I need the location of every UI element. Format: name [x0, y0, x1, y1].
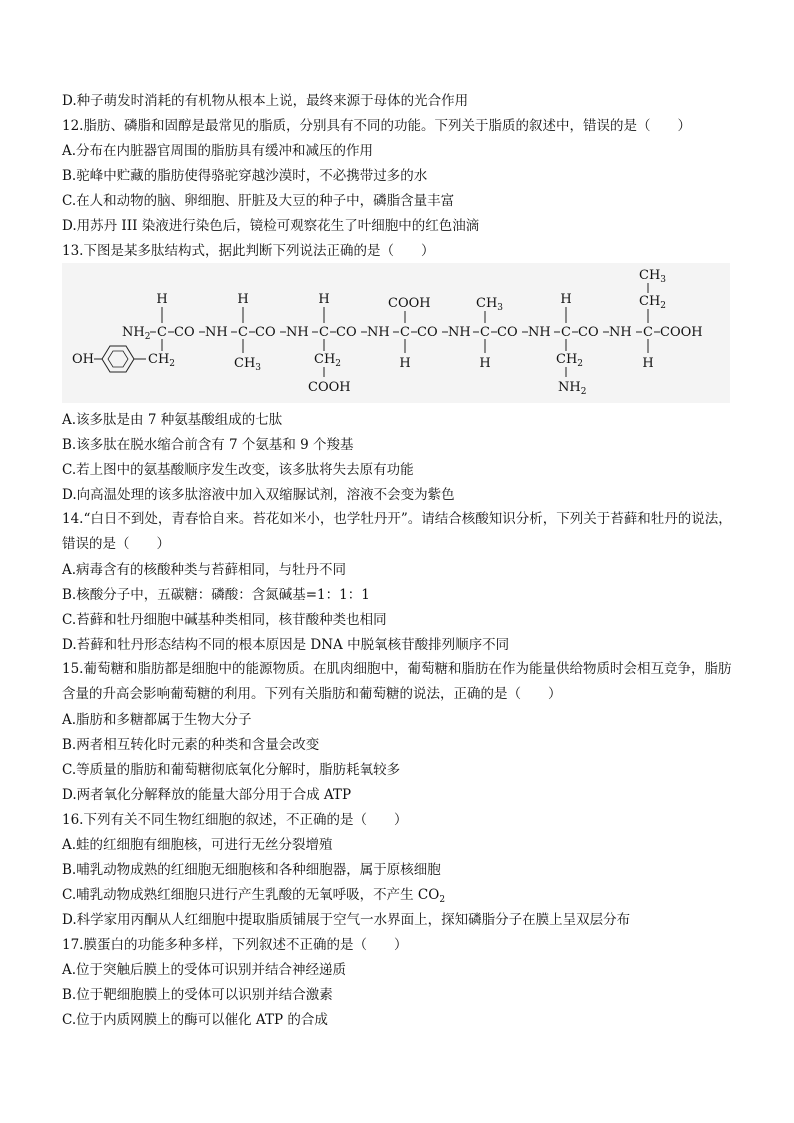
r6-c: C — [561, 325, 571, 340]
r2-nh: NH — [205, 325, 228, 340]
benzene-ring — [102, 346, 134, 372]
q13-option-b: B.该多肽在脱水缩合前含有 7 个氨基和 9 个羧基 — [62, 437, 354, 453]
r6-ch2: $CH_2$ — [556, 352, 584, 369]
q15-option-a: A.脂肪和多糖都属于生物大分子 — [62, 712, 252, 728]
structure-labels — [72, 268, 703, 397]
r2-c: C — [238, 325, 248, 340]
r5-h: H — [479, 356, 491, 371]
r6-h: H — [560, 292, 572, 307]
q15-option-d: D.两者氧化分解释放的能量大部分用于合成 ATP — [62, 787, 352, 803]
r3-c: C — [319, 325, 329, 340]
q12-option-a: A.分布在内脏器官周围的脂肪具有缓冲和减压的作用 — [62, 143, 374, 159]
q16-option-c-subscript: 2 — [439, 895, 446, 905]
q13-option-d: D.向高温处理的该多肽溶液中加入双缩脲试剂，溶液不会变为紫色 — [62, 487, 455, 503]
r5-co: CO — [497, 325, 518, 340]
q17-option-c: C.位于内质网膜上的酶可以催化 ATP 的合成 — [62, 1012, 328, 1028]
polypeptide-structure-svg — [62, 263, 730, 403]
q15-option-c: C.等质量的脂肪和葡萄糖彻底氧化分解时，脂肪耗氧较多 — [62, 762, 401, 778]
r5-nh: NH — [448, 325, 471, 340]
q12-option-b: B.驼峰中贮藏的脂肪使得骆驼穿越沙漠时，不必携带过多的水 — [62, 168, 428, 184]
q14-stem: 14.“白日不到处，青春恰自来。苔花如米小，也学牡丹开”。请结合核酸知识分析，下列关于苔藓和牡丹的说法，错误的是（ ） — [62, 511, 732, 552]
r6-nh2: $NH_2$ — [558, 380, 587, 397]
q16-option-c — [62, 886, 742, 906]
r3-co: CO — [336, 325, 357, 340]
q17-option-b: B.位于靶细胞膜上的受体可以识别并结合激素 — [62, 987, 333, 1003]
r4-h: H — [399, 356, 411, 371]
q12-option-c: C.在人和动物的脑、卵细胞、肝脏及大豆的种子中，磷脂含量丰富 — [62, 193, 455, 209]
q16-option-b: B.哺乳动物成熟的红细胞无细胞核和各种细胞器，属于原核细胞 — [62, 862, 441, 878]
r4-co: CO — [417, 325, 438, 340]
r1-h: H — [156, 292, 168, 307]
r6-co: CO — [578, 325, 599, 340]
q14-option-c: C.苔藓和牡丹细胞中碱基种类相同，核苷酸种类也相同 — [62, 612, 387, 628]
r7-nh: NH — [609, 325, 632, 340]
r2-h: H — [237, 292, 249, 307]
q14-option-d: D.苔藓和牡丹形态结构不同的根本原因是 DNA 中脱氧核苷酸排列顺序不同 — [62, 637, 510, 653]
r3-cooh: COOH — [308, 380, 351, 395]
benzene-inner-ring — [108, 351, 128, 367]
r7-ch3: $CH_3$ — [639, 268, 667, 285]
q13-option-c: C.若上图中的氨基酸顺序发生改变，该多肽将失去原有功能 — [62, 462, 414, 478]
r1-ch2: $CH_2$ — [148, 352, 176, 369]
r5-ch3: $CH_3$ — [476, 296, 504, 313]
q13-stem: 13.下图是某多肽结构式，据此判断下列说法正确的是（ ） — [62, 243, 435, 259]
q16-option-d: D.科学家用丙酮从人红细胞中提取脂质铺展于空气一水界面上，探知磷脂分子在膜上呈双层分布 — [62, 912, 631, 928]
polypeptide-structure-figure — [62, 263, 730, 403]
r1-co: CO — [174, 325, 195, 340]
r1-nh2: $NH_2$ — [122, 325, 151, 342]
r1-c: C — [157, 325, 167, 340]
r7-h: H — [642, 356, 654, 371]
q12-option-d: D.用苏丹 III 染液进行染色后，镜检可观察花生了叶细胞中的红色油滴 — [62, 218, 480, 234]
r2-co: CO — [255, 325, 276, 340]
r7-cooh: COOH — [660, 325, 703, 340]
r4-c: C — [400, 325, 410, 340]
q13-option-a: A.该多肽是由 7 种氨基酸组成的七肽 — [62, 412, 283, 428]
r3-nh: NH — [286, 325, 309, 340]
r7-c: C — [643, 325, 653, 340]
r7-ch2: $CH_2$ — [639, 294, 667, 311]
q14-option-a: A.病毒含有的核酸种类与苔藓相同，与牡丹不同 — [62, 562, 347, 578]
q17-option-a: A.位于突触后膜上的受体可识别并结合神经递质 — [62, 962, 347, 978]
q14-option-b: B.核酸分子中，五碳糖：磷酸：含氮碱基=1：1：1 — [62, 587, 370, 603]
r2-ch3: $CH_3$ — [234, 356, 262, 373]
r3-ch2: $CH_2$ — [314, 352, 342, 369]
q15-stem: 15.葡萄糖和脂肪都是细胞中的能源物质。在肌肉细胞中，葡萄糖和脂肪在作为能量供给物质时会相互竞争，脂肪含量的升高会影响葡萄糖的利用。下列有关脂肪和葡萄糖的说法，正确的是（ ） — [62, 661, 732, 702]
q15-option-b: B.两者相互转化时元素的种类和含量会改变 — [62, 737, 320, 753]
q11-option-d: D.种子萌发时消耗的有机物从根本上说，最终来源于母体的光合作用 — [62, 93, 469, 109]
q12-stem: 12.脂肪、磷脂和固醇是最常见的脂质，分别具有不同的功能。下列关于脂质的叙述中，错误的是（ ） — [62, 118, 691, 134]
r6-nh: NH — [528, 325, 551, 340]
r1-oh: OH — [72, 352, 94, 367]
q16-option-c-text: C.哺乳动物成熟红细胞只进行产生乳酸的无氧呼吸，不产生 CO — [62, 887, 440, 903]
r3-h: H — [318, 292, 330, 307]
r5-c: C — [480, 325, 490, 340]
q16-stem: 16.下列有关不同生物红细胞的叙述，不正确的是（ ） — [62, 812, 408, 828]
r4-nh: NH — [367, 325, 390, 340]
q17-stem: 17.膜蛋白的功能多种多样，下列叙述不正确的是（ ） — [62, 937, 408, 953]
r4-cooh: COOH — [388, 296, 431, 311]
q16-option-a: A.蛙的红细胞有细胞核，可进行无丝分裂增殖 — [62, 837, 333, 853]
